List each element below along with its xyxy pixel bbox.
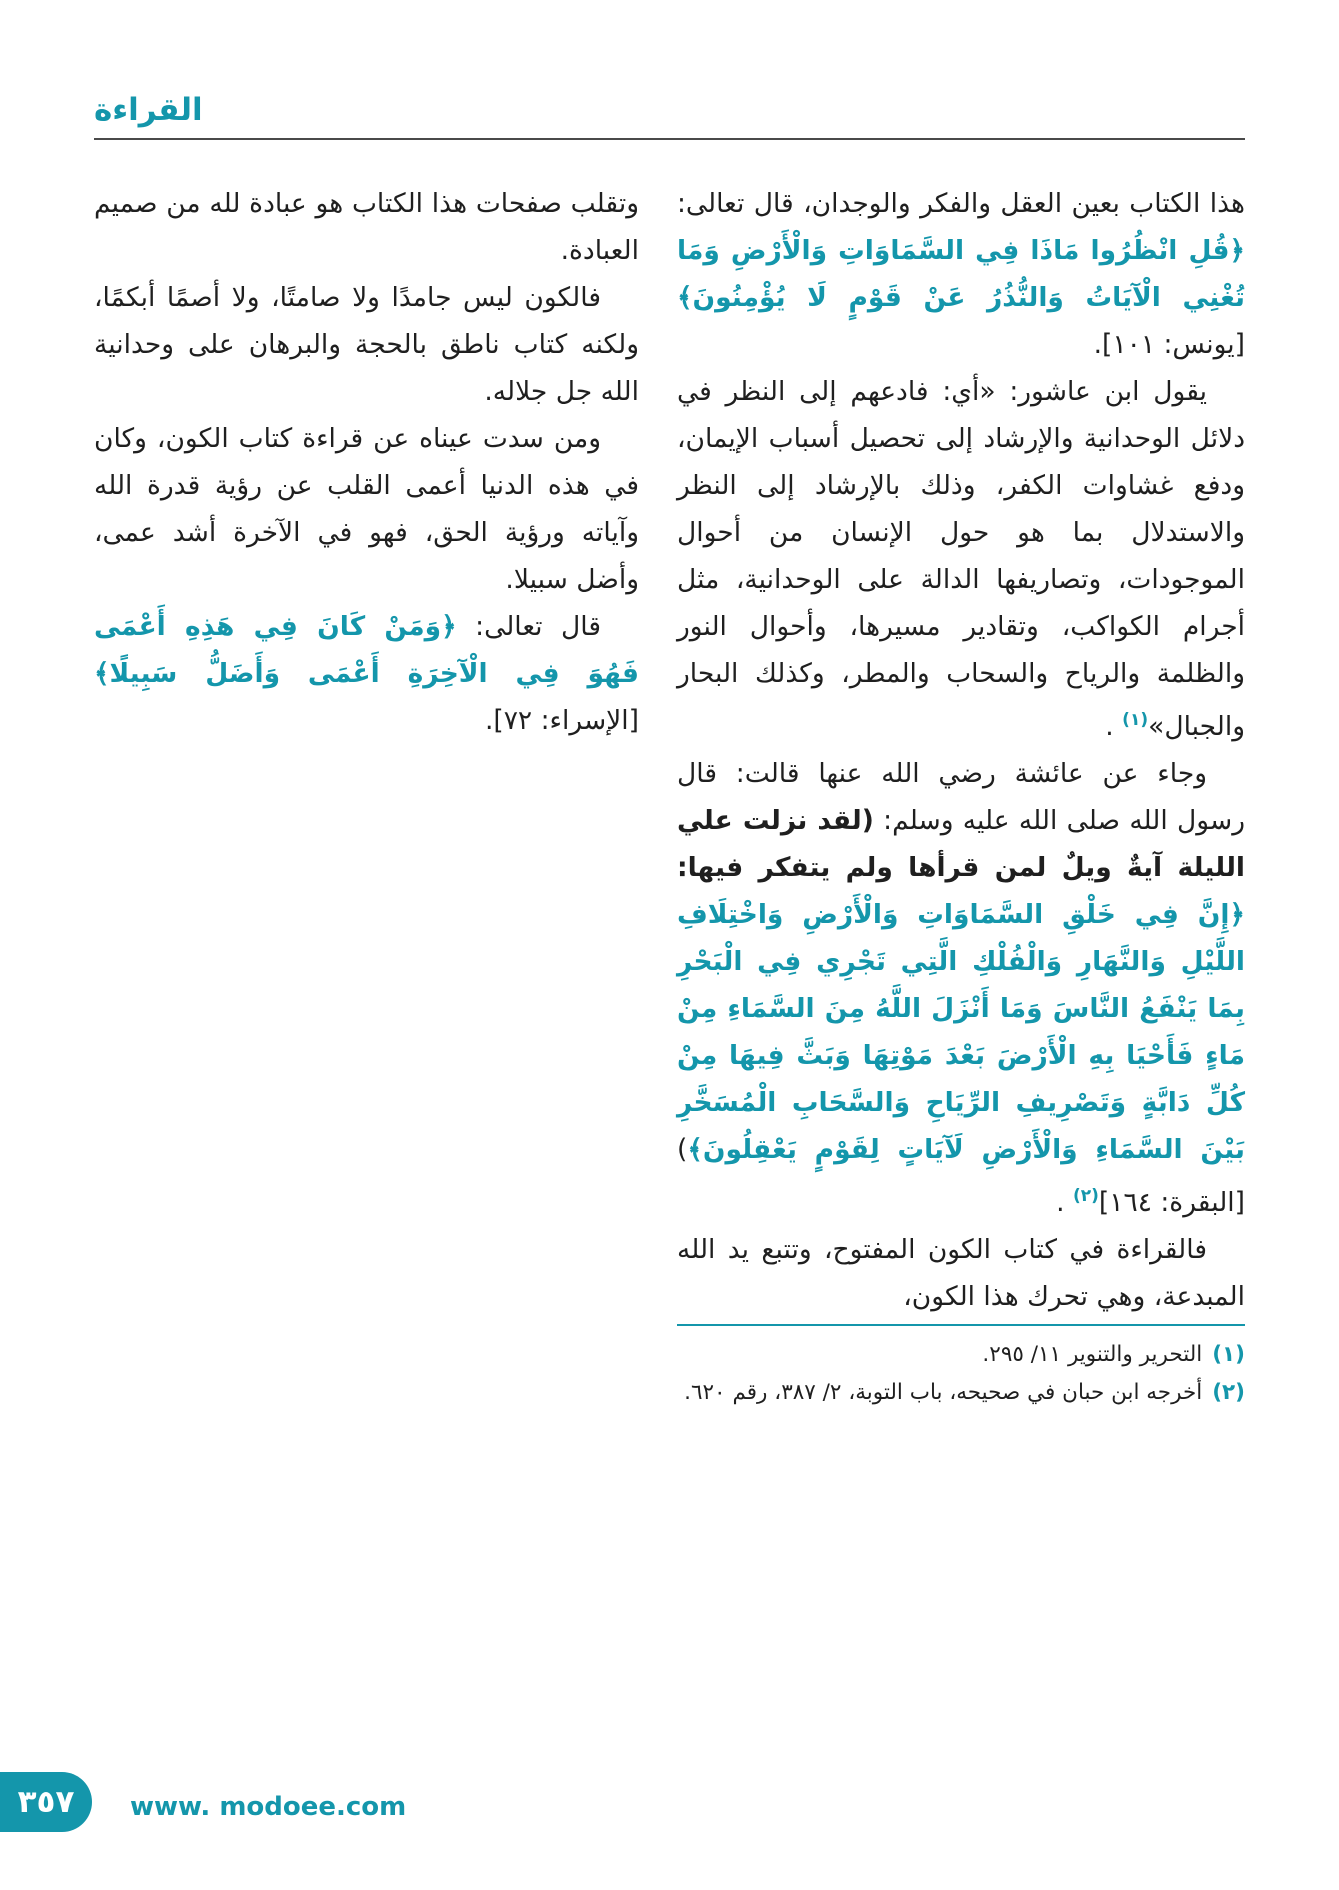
body-text: ومن سدت عيناه عن قراءة كتاب الكون، وكان في هذه الدنيا أعمى القلب عن رؤية قدرة الله وآياته ورؤية الحق، فهو في الآخرة أشد عمى، وأضل سبيلا. — [94, 423, 639, 595]
footnote-marker: (٢) — [1072, 1185, 1099, 1206]
body-text: . — [1056, 1186, 1073, 1218]
hadith-text: (لقد نزلت علي الليلة آيةٌ ويلٌ لمن قرأها ولم يتفكر فيها: — [677, 804, 1245, 883]
body-text: هذا الكتاب بعين العقل والفكر والوجدان، قال تعالى: — [677, 188, 1245, 219]
footnotes-section — [677, 1336, 1245, 1412]
page-number: ٣٥٧ — [17, 1784, 75, 1820]
header-divider — [94, 138, 1245, 140]
right-column — [677, 180, 1245, 1412]
quran-verse: ﴿قُلِ انْظُرُوا مَاذَا فِي السَّمَاوَاتِ وَالْأَرْضِ وَمَا تُغْنِي الْآيَاتُ وَالنُّذُرُ عَنْ قَوْمٍ لَا يُؤْمِنُونَ﴾ — [677, 235, 1245, 313]
paragraph — [677, 750, 1245, 1226]
paragraph — [94, 415, 639, 603]
chapter-title: القراءة — [94, 92, 203, 128]
body-text: وجاء عن عائشة رضي الله عنها قالت: قال رسول الله صلى الله عليه وسلم: — [677, 757, 1245, 836]
body-text: يقول ابن عاشور: «أي: فادعهم إلى النظر في دلائل الوحدانية والإرشاد إلى تحصيل أسباب الإيمان، ودفع غشاوات الكفر، وذلك بالإرشاد إلى النظر والاستدلال بما هو حول الإنسان من أحوال الموجودات، وتصاريفها الدالة على الوحدانية، مثل أجرام الكواكب، وتقادير مسيرها، وأحوال النور والظلمة والرياح والسحاب والمطر، وكذلك البحار والجبال» — [677, 376, 1245, 742]
body-text: فالكون ليس جامدًا ولا صامتًا، ولا أصمًا أبكمًا، ولكنه كتاب ناطق بالحجة والبرهان على وحدانية الله جل جلاله. — [94, 282, 639, 407]
footnote — [677, 1336, 1245, 1374]
footnote-text: التحرير والتنوير ١١/ ٢٩٥. — [982, 1341, 1203, 1367]
footnote-text: أخرجه ابن حبان في صحيحه، باب التوبة، ٢/ ٣٨٧، رقم ٦٢٠. — [684, 1379, 1203, 1405]
website-url: www. modoee.com — [130, 1792, 407, 1822]
quran-verse: ﴿وَمَنْ كَانَ فِي هَذِهِ أَعْمَى فَهُوَ فِي الْآخِرَةِ أَعْمَى وَأَضَلُّ سَبِيلًا﴾ — [94, 611, 639, 689]
footnote-number: (١) — [1212, 1341, 1245, 1367]
body-text: قال تعالى: — [456, 611, 602, 642]
body-text: . — [1105, 710, 1123, 742]
two-column-layout — [94, 180, 1245, 1412]
paragraph — [677, 368, 1245, 750]
page-header — [94, 92, 1245, 140]
paragraph — [94, 274, 639, 415]
left-column — [94, 180, 639, 1412]
footnote — [677, 1374, 1245, 1412]
verse-reference: ) [البقرة: ١٦٤] — [677, 1133, 1245, 1218]
paragraph — [677, 180, 1245, 368]
body-text: وتقلب صفحات هذا الكتاب هو عبادة لله من صميم العبادة. — [94, 188, 639, 266]
paragraph — [94, 180, 639, 274]
quran-verse: ﴿إِنَّ فِي خَلْقِ السَّمَاوَاتِ وَالْأَرْضِ وَاخْتِلَافِ اللَّيْلِ وَالنَّهَارِ وَالْفُلْكِ الَّتِي تَجْرِي فِي الْبَحْرِ بِمَا يَنْفَعُ النَّاسَ وَمَا أَنْزَلَ اللَّهُ مِنَ السَّمَاءِ مِنْ مَاءٍ فَأَحْيَا بِهِ الْأَرْضَ بَعْدَ مَوْتِهَا وَبَثَّ فِيهَا مِنْ كُلِّ دَابَّةٍ وَتَصْرِيفِ الرِّيَاحِ وَالسَّحَابِ الْمُسَخَّرِ بَيْنَ السَّمَاءِ وَالْأَرْضِ لَآيَاتٍ لِقَوْمٍ يَعْقِلُونَ﴾ — [677, 898, 1245, 1165]
body-text: فالقراءة في كتاب الكون المفتوح، وتتبع يد الله المبدعة، وهي تحرك هذا الكون، — [677, 1233, 1245, 1312]
paragraph — [94, 603, 639, 744]
verse-reference: [يونس: ١٠١]. — [1093, 329, 1245, 360]
footnote-number: (٢) — [1212, 1379, 1245, 1405]
footnote-divider — [677, 1324, 1245, 1326]
verse-reference: [الإسراء: ٧٢]. — [484, 705, 639, 736]
footnote-marker: (١) — [1122, 710, 1149, 730]
page-number-badge — [0, 1772, 92, 1832]
paragraph — [677, 1226, 1245, 1320]
